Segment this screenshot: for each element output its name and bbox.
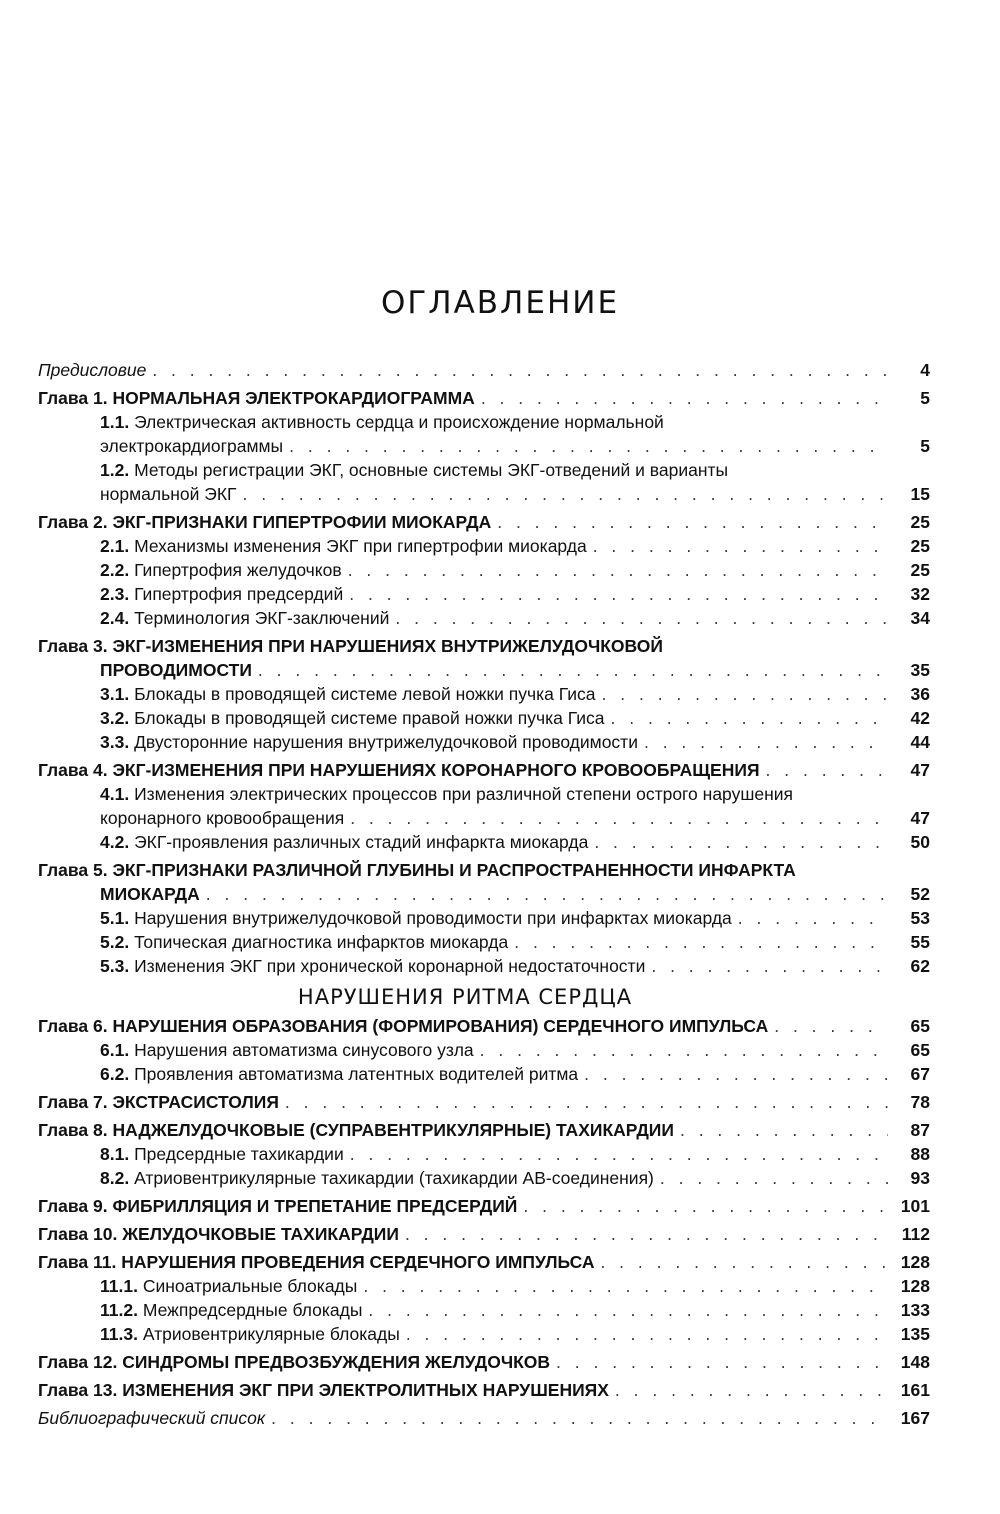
section-number: 11.3. xyxy=(100,1324,143,1344)
toc-chapter[interactable] xyxy=(38,1015,930,1037)
toc-line xyxy=(38,1379,930,1401)
page-number: 50 xyxy=(910,832,930,852)
dot-leader xyxy=(584,1063,888,1085)
toc-line xyxy=(100,535,930,557)
toc-entry-text xyxy=(100,1299,362,1321)
chapter-label: Глава 10. xyxy=(38,1224,123,1244)
chapter-title: НАДЖЕЛУДОЧКОВЫЕ (СУПРАВЕНТРИКУЛЯРНЫЕ) ТАХИКАРДИИ xyxy=(112,1120,674,1140)
dot-leader xyxy=(368,1299,888,1321)
dot-leader xyxy=(405,1223,888,1245)
toc-line xyxy=(38,1351,930,1373)
toc-line xyxy=(38,1195,930,1217)
section-title-cont: нормальной ЭКГ xyxy=(100,484,237,504)
toc-entry-text xyxy=(100,1143,344,1165)
dot-leader xyxy=(514,931,888,953)
page-number: 93 xyxy=(910,1168,930,1188)
toc-chapter[interactable] xyxy=(38,1091,930,1113)
toc-section[interactable] xyxy=(100,1167,930,1189)
chapter-title-cont: ПРОВОДИМОСТИ xyxy=(100,660,252,680)
dot-leader xyxy=(497,511,888,533)
toc-chapter[interactable] xyxy=(38,1223,930,1245)
dot-leader xyxy=(523,1195,888,1217)
dot-leader xyxy=(285,1091,888,1113)
dot-leader xyxy=(480,1039,888,1061)
toc-line xyxy=(100,607,930,629)
page-number: 15 xyxy=(910,484,930,504)
dot-leader xyxy=(644,731,888,753)
toc-chapter[interactable] xyxy=(38,859,930,881)
toc-entry-text xyxy=(100,831,588,853)
section-title: Электрическая активность сердца и происхождение нормальной xyxy=(134,412,664,432)
chapter-label: Глава 13. xyxy=(38,1380,123,1400)
toc-line xyxy=(38,387,930,409)
page-number: 148 xyxy=(900,1352,930,1372)
toc-line xyxy=(100,807,930,829)
section-title: Синоатриальные блокады xyxy=(142,1276,358,1296)
chapter-title: ЖЕЛУДОЧКОВЫЕ ТАХИКАРДИИ xyxy=(122,1224,399,1244)
toc-line xyxy=(100,435,930,457)
toc-chapter-cont xyxy=(100,883,930,905)
page-number: 53 xyxy=(910,908,930,928)
toc-entry-text xyxy=(38,1407,265,1429)
section-title: Блокады в проводящей системе правой ножки пучка Гиса xyxy=(134,708,605,728)
chapter-title: НОРМАЛЬНАЯ ЭЛЕКТРОКАРДИОГРАММА xyxy=(112,388,475,408)
chapter-label: Глава 3. xyxy=(38,636,113,656)
toc-section[interactable] xyxy=(100,731,930,753)
chapter-title: ЭКСТРАСИСТОЛИЯ xyxy=(112,1092,279,1112)
toc-entry-text xyxy=(100,607,389,629)
section-title: Топическая диагностика инфарктов миокарда xyxy=(134,932,509,952)
toc-section[interactable] xyxy=(100,931,930,953)
dot-leader xyxy=(556,1351,888,1373)
section-title: Механизмы изменения ЭКГ при гипертрофии миокарда xyxy=(134,536,587,556)
toc-entry-text xyxy=(100,1039,474,1061)
page-number: 87 xyxy=(910,1120,930,1140)
toc-section[interactable] xyxy=(100,411,930,433)
toc-line xyxy=(38,1119,930,1141)
dot-leader xyxy=(738,907,888,929)
section-title: Проявления автоматизма латентных водителей ритма xyxy=(134,1064,579,1084)
page-number: 32 xyxy=(910,584,930,604)
page-number: 161 xyxy=(900,1380,930,1400)
toc-line xyxy=(100,483,930,505)
page-number: 128 xyxy=(900,1252,930,1272)
chapter-title: ЭКГ-ПРИЗНАКИ ГИПЕРТРОФИИ МИОКАРДА xyxy=(112,512,492,532)
toc-entry-text xyxy=(38,1379,609,1401)
page-number: 112 xyxy=(901,1224,930,1244)
section-title: Межпредсердные блокады xyxy=(142,1300,363,1320)
chapter-title: НАРУШЕНИЯ ОБРАЗОВАНИЯ (ФОРМИРОВАНИЯ) СЕРДЕЧНОГО ИМПУЛЬСА xyxy=(112,1016,769,1036)
toc-entry-text xyxy=(100,435,283,457)
dot-leader xyxy=(348,559,888,581)
page-number: 35 xyxy=(910,660,930,680)
chapter-label: Глава 8. xyxy=(38,1120,113,1140)
section-number: 11.2. xyxy=(100,1300,143,1320)
toc-section[interactable] xyxy=(100,683,930,705)
toc-entry-text xyxy=(100,1275,357,1297)
chapter-label: Глава 9. xyxy=(38,1196,113,1216)
dot-leader xyxy=(615,1379,888,1401)
dot-leader xyxy=(349,583,888,605)
toc-section[interactable] xyxy=(100,459,930,481)
section-heading: НАРУШЕНИЯ РИТМА СЕРДЦА xyxy=(297,985,633,1009)
chapter-label: Глава 11. xyxy=(38,1252,122,1272)
page-number: 25 xyxy=(910,560,930,580)
toc-preface[interactable] xyxy=(38,359,930,381)
toc-entry-text xyxy=(38,387,475,409)
toc-line xyxy=(100,659,930,681)
dot-leader xyxy=(651,955,888,977)
toc-entry-text xyxy=(100,1323,400,1345)
toc-section[interactable] xyxy=(100,1275,930,1297)
chapter-title-cont: МИОКАРДА xyxy=(100,884,200,904)
toc-line xyxy=(100,955,930,977)
section-number: 4.2. xyxy=(100,832,135,852)
chapter-title: ЭКГ-ИЗМЕНЕНИЯ ПРИ НАРУШЕНИЯХ ВНУТРИЖЕЛУДОЧКОВОЙ xyxy=(112,636,663,656)
chapter-label: Глава 5. xyxy=(38,860,113,880)
toc-entry-text xyxy=(100,707,605,729)
dot-leader xyxy=(593,535,888,557)
toc-line xyxy=(100,883,930,905)
section-title: Атриовентрикулярные блокады xyxy=(142,1324,400,1344)
page-number: 5 xyxy=(920,388,930,408)
section-number: 2.3. xyxy=(100,584,135,604)
dot-leader xyxy=(289,435,888,457)
page-number: 101 xyxy=(900,1196,930,1216)
toc-line xyxy=(100,1323,930,1345)
toc-line xyxy=(100,831,930,853)
toc-section[interactable] xyxy=(100,559,930,581)
toc-entry-text xyxy=(38,1223,399,1245)
bibliography-label: Библиографический список xyxy=(38,1408,266,1428)
toc-line xyxy=(100,1143,930,1165)
section-title: Терминология ЭКГ-заключений xyxy=(134,608,390,628)
toc-line xyxy=(38,1251,930,1273)
section-number: 8.2. xyxy=(100,1168,135,1188)
toc-section[interactable] xyxy=(100,607,930,629)
toc-entry-text xyxy=(100,683,596,705)
toc-chapter[interactable] xyxy=(38,511,930,533)
section-title-cont: коронарного кровообращения xyxy=(100,808,345,828)
page-number: 47 xyxy=(910,760,930,780)
toc-chapter[interactable] xyxy=(38,1251,930,1273)
toc-entry-text xyxy=(38,1195,517,1217)
dot-leader xyxy=(481,387,888,409)
dot-leader xyxy=(774,1015,888,1037)
page-number: 25 xyxy=(910,536,930,556)
toc-line xyxy=(100,1167,930,1189)
page-number: 47 xyxy=(910,808,930,828)
section-number: 1.2. xyxy=(100,460,135,480)
toc-section[interactable] xyxy=(100,1323,930,1345)
dot-leader xyxy=(206,883,888,905)
toc-entry-text xyxy=(100,535,587,557)
toc-entry-text xyxy=(38,1351,550,1373)
toc-chapter-cont xyxy=(100,659,930,681)
page-number: 55 xyxy=(910,932,930,952)
toc-line xyxy=(38,1223,930,1245)
toc-chapter[interactable] xyxy=(38,1119,930,1141)
toc-section[interactable] xyxy=(100,783,930,805)
chapter-title: ФИБРИЛЛЯЦИЯ И ТРЕПЕТАНИЕ ПРЕДСЕРДИЙ xyxy=(112,1196,518,1216)
page-number: 25 xyxy=(910,512,930,532)
toc-section-cont[interactable] xyxy=(100,483,930,505)
toc-chapter[interactable] xyxy=(38,1351,930,1373)
page-number: 5 xyxy=(920,436,930,456)
toc-line xyxy=(100,1039,930,1061)
toc-line xyxy=(38,359,930,381)
chapter-label: Глава 7. xyxy=(38,1092,113,1112)
page-number: 135 xyxy=(900,1324,930,1344)
toc-entry-text xyxy=(100,731,638,753)
dot-leader xyxy=(594,831,888,853)
toc-line xyxy=(38,759,930,781)
section-number: 1.1. xyxy=(100,412,135,432)
toc-line xyxy=(100,559,930,581)
toc-bibliography[interactable] xyxy=(38,1407,930,1429)
chapter-title: НАРУШЕНИЯ ПРОВЕДЕНИЯ СЕРДЕЧНОГО ИМПУЛЬСА xyxy=(121,1252,595,1272)
section-number: 3.3. xyxy=(100,732,135,752)
section-title: Атриовентрикулярные тахикардии (тахикардии АВ-соединения) xyxy=(134,1168,654,1188)
section-number: 2.4. xyxy=(100,608,135,628)
section-title: Блокады в проводящей системе левой ножки пучка Гиса xyxy=(134,684,596,704)
toc-line xyxy=(38,1407,930,1429)
page-number: 128 xyxy=(900,1276,930,1296)
section-number: 6.2. xyxy=(100,1064,135,1084)
dot-leader xyxy=(350,807,888,829)
page-number: 42 xyxy=(910,708,930,728)
section-title: Двусторонние нарушения внутрижелудочковой проводимости xyxy=(134,732,638,752)
chapter-title: ЭКГ-ПРИЗНАКИ РАЗЛИЧНОЙ ГЛУБИНЫ И РАСПРОСТРАНЕННОСТИ ИНФАРКТА xyxy=(112,860,796,880)
page-number: 34 xyxy=(910,608,930,628)
section-title: ЭКГ-проявления различных стадий инфаркта миокарда xyxy=(134,832,589,852)
page-number: 78 xyxy=(910,1092,930,1112)
chapter-label: Глава 1. xyxy=(38,388,113,408)
toc-section[interactable] xyxy=(100,535,930,557)
chapter-label: Глава 12. xyxy=(38,1352,123,1372)
toc-section-cont[interactable] xyxy=(100,807,930,829)
toc-chapter[interactable] xyxy=(38,1379,930,1401)
toc-section[interactable] xyxy=(100,1143,930,1165)
section-number: 5.1. xyxy=(100,908,135,928)
section-number: 2.2. xyxy=(100,560,135,580)
dot-leader xyxy=(602,683,888,705)
toc-entry-text xyxy=(100,483,237,505)
dot-leader xyxy=(680,1119,888,1141)
toc-entry-text xyxy=(38,1091,279,1113)
page-number: 133 xyxy=(900,1300,930,1320)
toc-entry-text xyxy=(38,1119,674,1141)
toc-section[interactable] xyxy=(100,707,930,729)
toc-entry-text xyxy=(38,511,491,533)
page-number: 44 xyxy=(910,732,930,752)
section-number: 8.1. xyxy=(100,1144,135,1164)
toc-line xyxy=(100,907,930,929)
chapter-title: ИЗМЕНЕНИЯ ЭКГ ПРИ ЭЛЕКТРОЛИТНЫХ НАРУШЕНИЯХ xyxy=(122,1380,609,1400)
section-title: Предсердные тахикардии xyxy=(134,1144,344,1164)
toc-line xyxy=(100,1063,930,1085)
chapter-title: СИНДРОМЫ ПРЕДВОЗБУЖДЕНИЯ ЖЕЛУДОЧКОВ xyxy=(122,1352,551,1372)
chapter-label: Глава 6. xyxy=(38,1016,113,1036)
section-number: 11.1. xyxy=(100,1276,143,1296)
toc-chapter[interactable] xyxy=(38,759,930,781)
page-number: 88 xyxy=(910,1144,930,1164)
page-number: 67 xyxy=(910,1064,930,1084)
toc-line xyxy=(100,583,930,605)
section-title: Гипертрофия желудочков xyxy=(134,560,342,580)
section-title: Гипертрофия предсердий xyxy=(134,584,344,604)
toc-section[interactable] xyxy=(100,1299,930,1321)
toc-section[interactable] xyxy=(100,1063,930,1085)
chapter-label: Глава 4. xyxy=(38,760,113,780)
toc-section-cont[interactable] xyxy=(100,435,930,457)
toc-entry-text xyxy=(100,559,342,581)
toc-entry-text xyxy=(100,807,344,829)
toc-section[interactable] xyxy=(100,1039,930,1061)
section-number: 6.1. xyxy=(100,1040,135,1060)
toc-entry-text xyxy=(100,907,732,929)
toc-entry-text xyxy=(38,1015,768,1037)
toc-entry-text xyxy=(38,759,760,781)
toc-chapter[interactable] xyxy=(38,387,930,409)
toc-line xyxy=(38,511,930,533)
toc-line xyxy=(100,731,930,753)
preface-label: Предисловие xyxy=(38,360,147,380)
section-number: 3.2. xyxy=(100,708,135,728)
section-title: Методы регистрации ЭКГ, основные системы ЭКГ-отведений и варианты xyxy=(134,460,729,480)
dot-leader xyxy=(243,483,888,505)
section-number: 5.2. xyxy=(100,932,135,952)
page-number: 167 xyxy=(900,1408,930,1428)
dot-leader xyxy=(660,1167,888,1189)
section-number: 5.3. xyxy=(100,956,135,976)
page-number: 65 xyxy=(910,1016,930,1036)
toc-entry-text xyxy=(100,955,645,977)
dot-leader xyxy=(363,1275,888,1297)
section-title: Изменения ЭКГ при хронической коронарной недостаточности xyxy=(134,956,646,976)
toc-chapter[interactable] xyxy=(38,1195,930,1217)
toc-entry-text xyxy=(100,583,343,605)
section-title-cont: электрокардиограммы xyxy=(100,436,284,456)
dot-leader xyxy=(406,1323,888,1345)
toc-section[interactable] xyxy=(100,907,930,929)
toc-section[interactable] xyxy=(100,955,930,977)
dot-leader xyxy=(152,359,888,381)
toc-entry-text xyxy=(100,1063,578,1085)
toc-chapter[interactable] xyxy=(38,635,930,657)
chapter-title: ЭКГ-ИЗМЕНЕНИЯ ПРИ НАРУШЕНИЯХ КОРОНАРНОГО КРОВООБРАЩЕНИЯ xyxy=(112,760,760,780)
page-number: 52 xyxy=(910,884,930,904)
toc-section[interactable] xyxy=(100,831,930,853)
dot-leader xyxy=(350,1143,888,1165)
chapter-label: Глава 2. xyxy=(38,512,113,532)
page-number: 65 xyxy=(910,1040,930,1060)
dot-leader xyxy=(395,607,888,629)
dot-leader xyxy=(600,1251,888,1273)
dot-leader xyxy=(258,659,888,681)
section-number: 3.1. xyxy=(100,684,135,704)
toc-entry-text xyxy=(100,1167,654,1189)
toc-entry-text xyxy=(38,1251,594,1273)
dot-leader xyxy=(766,759,888,781)
section-title: Нарушения внутрижелудочковой проводимости при инфарктах миокарда xyxy=(134,908,732,928)
toc-entry-text xyxy=(38,359,146,381)
toc-line xyxy=(38,1015,930,1037)
section-title: Нарушения автоматизма синусового узла xyxy=(134,1040,474,1060)
toc-line xyxy=(100,1299,930,1321)
toc-line xyxy=(100,931,930,953)
toc-section[interactable] xyxy=(100,583,930,605)
section-number: 4.1. xyxy=(100,784,135,804)
toc-line xyxy=(100,707,930,729)
page-title: ОГЛАВЛЕНИЕ xyxy=(380,285,620,321)
page-number: 36 xyxy=(910,684,930,704)
toc-line xyxy=(38,1091,930,1113)
toc-entry-text xyxy=(100,931,508,953)
page-number: 4 xyxy=(920,360,930,380)
section-title: Изменения электрических процессов при различной степени острого нарушения xyxy=(134,784,794,804)
dot-leader xyxy=(271,1407,888,1429)
toc-line xyxy=(100,1275,930,1297)
dot-leader xyxy=(611,707,888,729)
section-number: 2.1. xyxy=(100,536,135,556)
page-number: 62 xyxy=(910,956,930,976)
toc-line xyxy=(100,683,930,705)
